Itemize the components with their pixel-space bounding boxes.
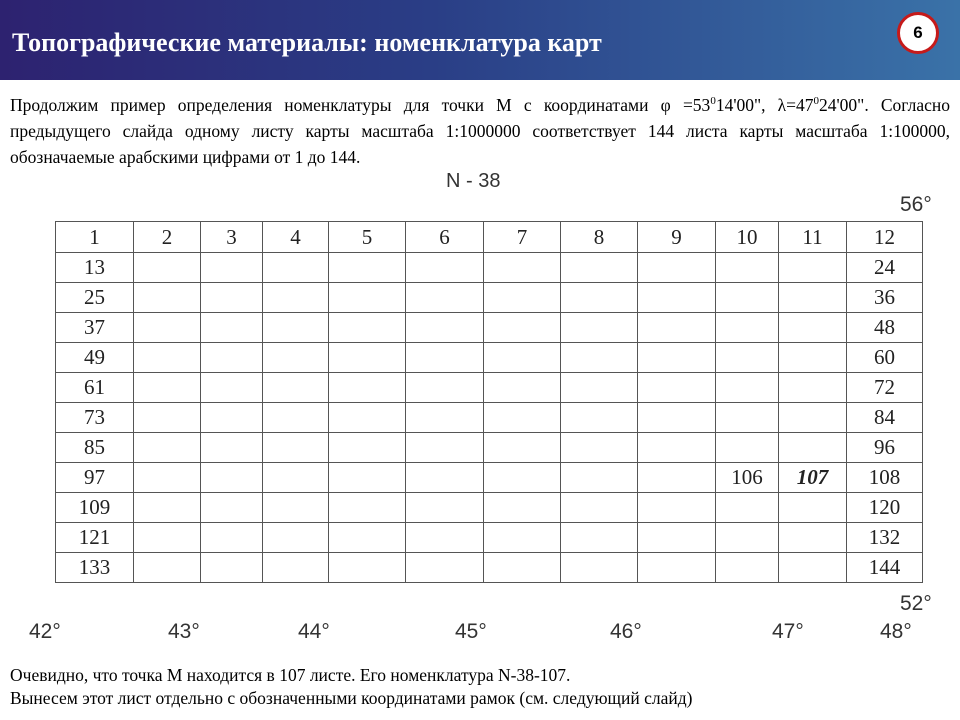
sheet-cell-empty (638, 433, 716, 463)
sheet-cell-empty (263, 463, 329, 493)
sheet-cell-85: 85 (56, 433, 134, 463)
sheet-cell-empty (329, 313, 406, 343)
sheet-cell-empty (561, 463, 638, 493)
sheet-cell-empty (484, 403, 561, 433)
longitude-label: 47° (772, 620, 804, 643)
grid-row (56, 463, 923, 493)
sheet-cell-empty (134, 463, 201, 493)
sheet-cell-empty (406, 313, 484, 343)
longitude-label: 45° (455, 620, 487, 643)
intro-paragraph (10, 88, 950, 170)
latitude-top-label: 56° (900, 193, 932, 216)
sheet-cell-72: 72 (847, 373, 923, 403)
sheet-cell-empty (329, 493, 406, 523)
sheet-cell-empty (406, 493, 484, 523)
sheet-cell-empty (716, 373, 779, 403)
sheet-cell-60: 60 (847, 343, 923, 373)
sheet-cell-61: 61 (56, 373, 134, 403)
sheet-cell-106: 106 (716, 463, 779, 493)
sheet-cell-107: 107 (779, 463, 847, 493)
sheet-cell-empty (329, 253, 406, 283)
sheet-label: N - 38 (446, 170, 501, 192)
sheet-cell-empty (134, 403, 201, 433)
sheet-cell-empty (561, 553, 638, 583)
sheet-cell-empty (263, 403, 329, 433)
sheet-cell-5: 5 (329, 222, 406, 253)
sheet-cell-empty (201, 313, 263, 343)
sheet-cell-empty (484, 253, 561, 283)
sheet-cell-empty (638, 463, 716, 493)
sheet-cell-empty (201, 463, 263, 493)
sheet-cell-empty (779, 283, 847, 313)
sheet-cell-empty (484, 313, 561, 343)
sheet-cell-empty (779, 403, 847, 433)
sheet-cell-empty (201, 373, 263, 403)
intro-text-2: 14'00", λ=47 (715, 94, 814, 115)
grid-row (56, 493, 923, 523)
sheet-cell-empty (263, 253, 329, 283)
longitude-label: 42° (29, 620, 61, 643)
longitude-label: 43° (168, 620, 200, 643)
sheet-cell-133: 133 (56, 553, 134, 583)
sheet-cell-empty (779, 253, 847, 283)
sheet-cell-empty (779, 493, 847, 523)
sheet-cell-empty (201, 403, 263, 433)
sheet-cell-empty (716, 343, 779, 373)
sheet-cell-empty (561, 343, 638, 373)
sheet-cell-empty (134, 523, 201, 553)
sheet-cell-empty (406, 403, 484, 433)
sheet-cell-empty (484, 553, 561, 583)
degree-sup-1: 0 (710, 95, 716, 107)
grid-row (56, 523, 923, 553)
sheet-grid (55, 221, 923, 583)
grid-row (56, 313, 923, 343)
slide-number-badge: 6 (897, 12, 939, 54)
degree-sup-2: 0 (813, 95, 820, 107)
sheet-cell-empty (134, 313, 201, 343)
sheet-cell-empty (201, 523, 263, 553)
sheet-cell-empty (561, 493, 638, 523)
sheet-cell-empty (561, 523, 638, 553)
sheet-cell-empty (484, 373, 561, 403)
grid-row (56, 553, 923, 583)
grid-row (56, 373, 923, 403)
sheet-cell-4: 4 (263, 222, 329, 253)
sheet-cell-empty (201, 253, 263, 283)
sheet-cell-empty (263, 343, 329, 373)
sheet-cell-73: 73 (56, 403, 134, 433)
sheet-cell-empty (484, 433, 561, 463)
grid-row (56, 222, 923, 253)
sheet-cell-11: 11 (779, 222, 847, 253)
sheet-cell-empty (406, 523, 484, 553)
sheet-cell-121: 121 (56, 523, 134, 553)
grid-row (56, 433, 923, 463)
sheet-cell-empty (263, 433, 329, 463)
sheet-cell-empty (561, 403, 638, 433)
latitude-bottom-label: 52° (900, 592, 932, 615)
sheet-cell-empty (406, 283, 484, 313)
sheet-cell-empty (406, 253, 484, 283)
sheet-cell-36: 36 (847, 283, 923, 313)
sheet-cell-empty (484, 523, 561, 553)
sheet-cell-empty (134, 373, 201, 403)
sheet-cell-empty (134, 553, 201, 583)
sheet-cell-empty (716, 313, 779, 343)
sheet-cell-empty (484, 283, 561, 313)
sheet-cell-97: 97 (56, 463, 134, 493)
sheet-cell-empty (779, 523, 847, 553)
sheet-cell-empty (484, 463, 561, 493)
sheet-cell-empty (484, 493, 561, 523)
sheet-cell-empty (638, 523, 716, 553)
sheet-cell-empty (561, 253, 638, 283)
sheet-cell-9: 9 (638, 222, 716, 253)
sheet-cell-empty (201, 433, 263, 463)
grid-row (56, 343, 923, 373)
sheet-cell-empty (716, 253, 779, 283)
sheet-cell-empty (779, 313, 847, 343)
sheet-cell-132: 132 (847, 523, 923, 553)
sheet-cell-10: 10 (716, 222, 779, 253)
sheet-cell-empty (263, 553, 329, 583)
sheet-cell-37: 37 (56, 313, 134, 343)
sheet-cell-1: 1 (56, 222, 134, 253)
sheet-cell-144: 144 (847, 553, 923, 583)
sheet-cell-empty (406, 433, 484, 463)
longitude-label: 48° (880, 620, 912, 643)
sheet-cell-49: 49 (56, 343, 134, 373)
sheet-cell-empty (561, 373, 638, 403)
sheet-cell-6: 6 (406, 222, 484, 253)
sheet-cell-empty (201, 283, 263, 313)
sheet-cell-empty (263, 523, 329, 553)
sheet-cell-13: 13 (56, 253, 134, 283)
sheet-cell-2: 2 (134, 222, 201, 253)
sheet-cell-empty (561, 433, 638, 463)
sheet-cell-84: 84 (847, 403, 923, 433)
sheet-cell-empty (134, 433, 201, 463)
sheet-cell-empty (779, 553, 847, 583)
sheet-cell-108: 108 (847, 463, 923, 493)
sheet-cell-empty (263, 373, 329, 403)
grid-row (56, 283, 923, 313)
sheet-cell-3: 3 (201, 222, 263, 253)
conclusion-line-2: Вынесем этот лист отдельно с обозначенными координатами рамок (см. следующий слайд) (10, 688, 693, 708)
sheet-cell-empty (716, 433, 779, 463)
sheet-cell-empty (329, 403, 406, 433)
slide-title: Топографические материалы: номенклатура карт (12, 28, 602, 57)
sheet-cell-empty (638, 313, 716, 343)
longitude-label: 44° (298, 620, 330, 643)
sheet-cell-empty (638, 343, 716, 373)
sheet-cell-empty (716, 553, 779, 583)
sheet-cell-120: 120 (847, 493, 923, 523)
sheet-cell-empty (329, 373, 406, 403)
sheet-cell-empty (329, 523, 406, 553)
sheet-cell-empty (716, 283, 779, 313)
grid-row (56, 253, 923, 283)
sheet-cell-empty (779, 373, 847, 403)
sheet-cell-empty (716, 493, 779, 523)
sheet-cell-empty (406, 463, 484, 493)
sheet-cell-empty (263, 313, 329, 343)
sheet-cell-empty (134, 253, 201, 283)
sheet-cell-empty (638, 253, 716, 283)
sheet-cell-empty (484, 343, 561, 373)
sheet-cell-8: 8 (561, 222, 638, 253)
sheet-cell-24: 24 (847, 253, 923, 283)
sheet-cell-empty (134, 343, 201, 373)
sheet-cell-empty (638, 283, 716, 313)
sheet-cell-48: 48 (847, 313, 923, 343)
conclusion-line-1: Очевидно, что точка М находится в 107 листе. Его номенклатура N-38-107. (10, 665, 571, 685)
sheet-cell-empty (561, 283, 638, 313)
title-bar (0, 0, 960, 80)
sheet-cell-12: 12 (847, 222, 923, 253)
sheet-cell-empty (716, 523, 779, 553)
sheet-cell-empty (638, 553, 716, 583)
sheet-cell-empty (406, 343, 484, 373)
sheet-cell-empty (638, 403, 716, 433)
sheet-cell-empty (779, 343, 847, 373)
intro-text-1: Продолжим пример определения номенклатуры для точки М с координатами φ =53 (10, 94, 711, 115)
sheet-cell-empty (406, 553, 484, 583)
sheet-cell-empty (201, 343, 263, 373)
intro-text-3: 24'00". Согласно предыдущего слайда одному листу карты масштаба 1:1000000 соответствует 144 листа карты масштаба 1:100000, обозначаемые арабскими цифрами от 1 до 144. (10, 94, 950, 167)
sheet-cell-empty (263, 283, 329, 313)
longitude-label: 46° (610, 620, 642, 643)
sheet-cell-empty (134, 283, 201, 313)
sheet-cell-empty (638, 493, 716, 523)
sheet-cell-empty (406, 373, 484, 403)
sheet-cell-25: 25 (56, 283, 134, 313)
grid-row (56, 403, 923, 433)
sheet-cell-7: 7 (484, 222, 561, 253)
sheet-cell-empty (716, 403, 779, 433)
sheet-cell-empty (329, 463, 406, 493)
sheet-cell-empty (329, 553, 406, 583)
sheet-cell-empty (329, 283, 406, 313)
sheet-cell-empty (201, 553, 263, 583)
sheet-cell-empty (779, 433, 847, 463)
sheet-cell-96: 96 (847, 433, 923, 463)
longitude-scale (0, 620, 960, 648)
sheet-cell-empty (134, 493, 201, 523)
sheet-cell-109: 109 (56, 493, 134, 523)
sheet-cell-empty (263, 493, 329, 523)
sheet-cell-empty (329, 343, 406, 373)
sheet-cell-empty (329, 433, 406, 463)
sheet-cell-empty (561, 313, 638, 343)
sheet-cell-empty (201, 493, 263, 523)
sheet-cell-empty (638, 373, 716, 403)
conclusion-text (10, 664, 950, 710)
